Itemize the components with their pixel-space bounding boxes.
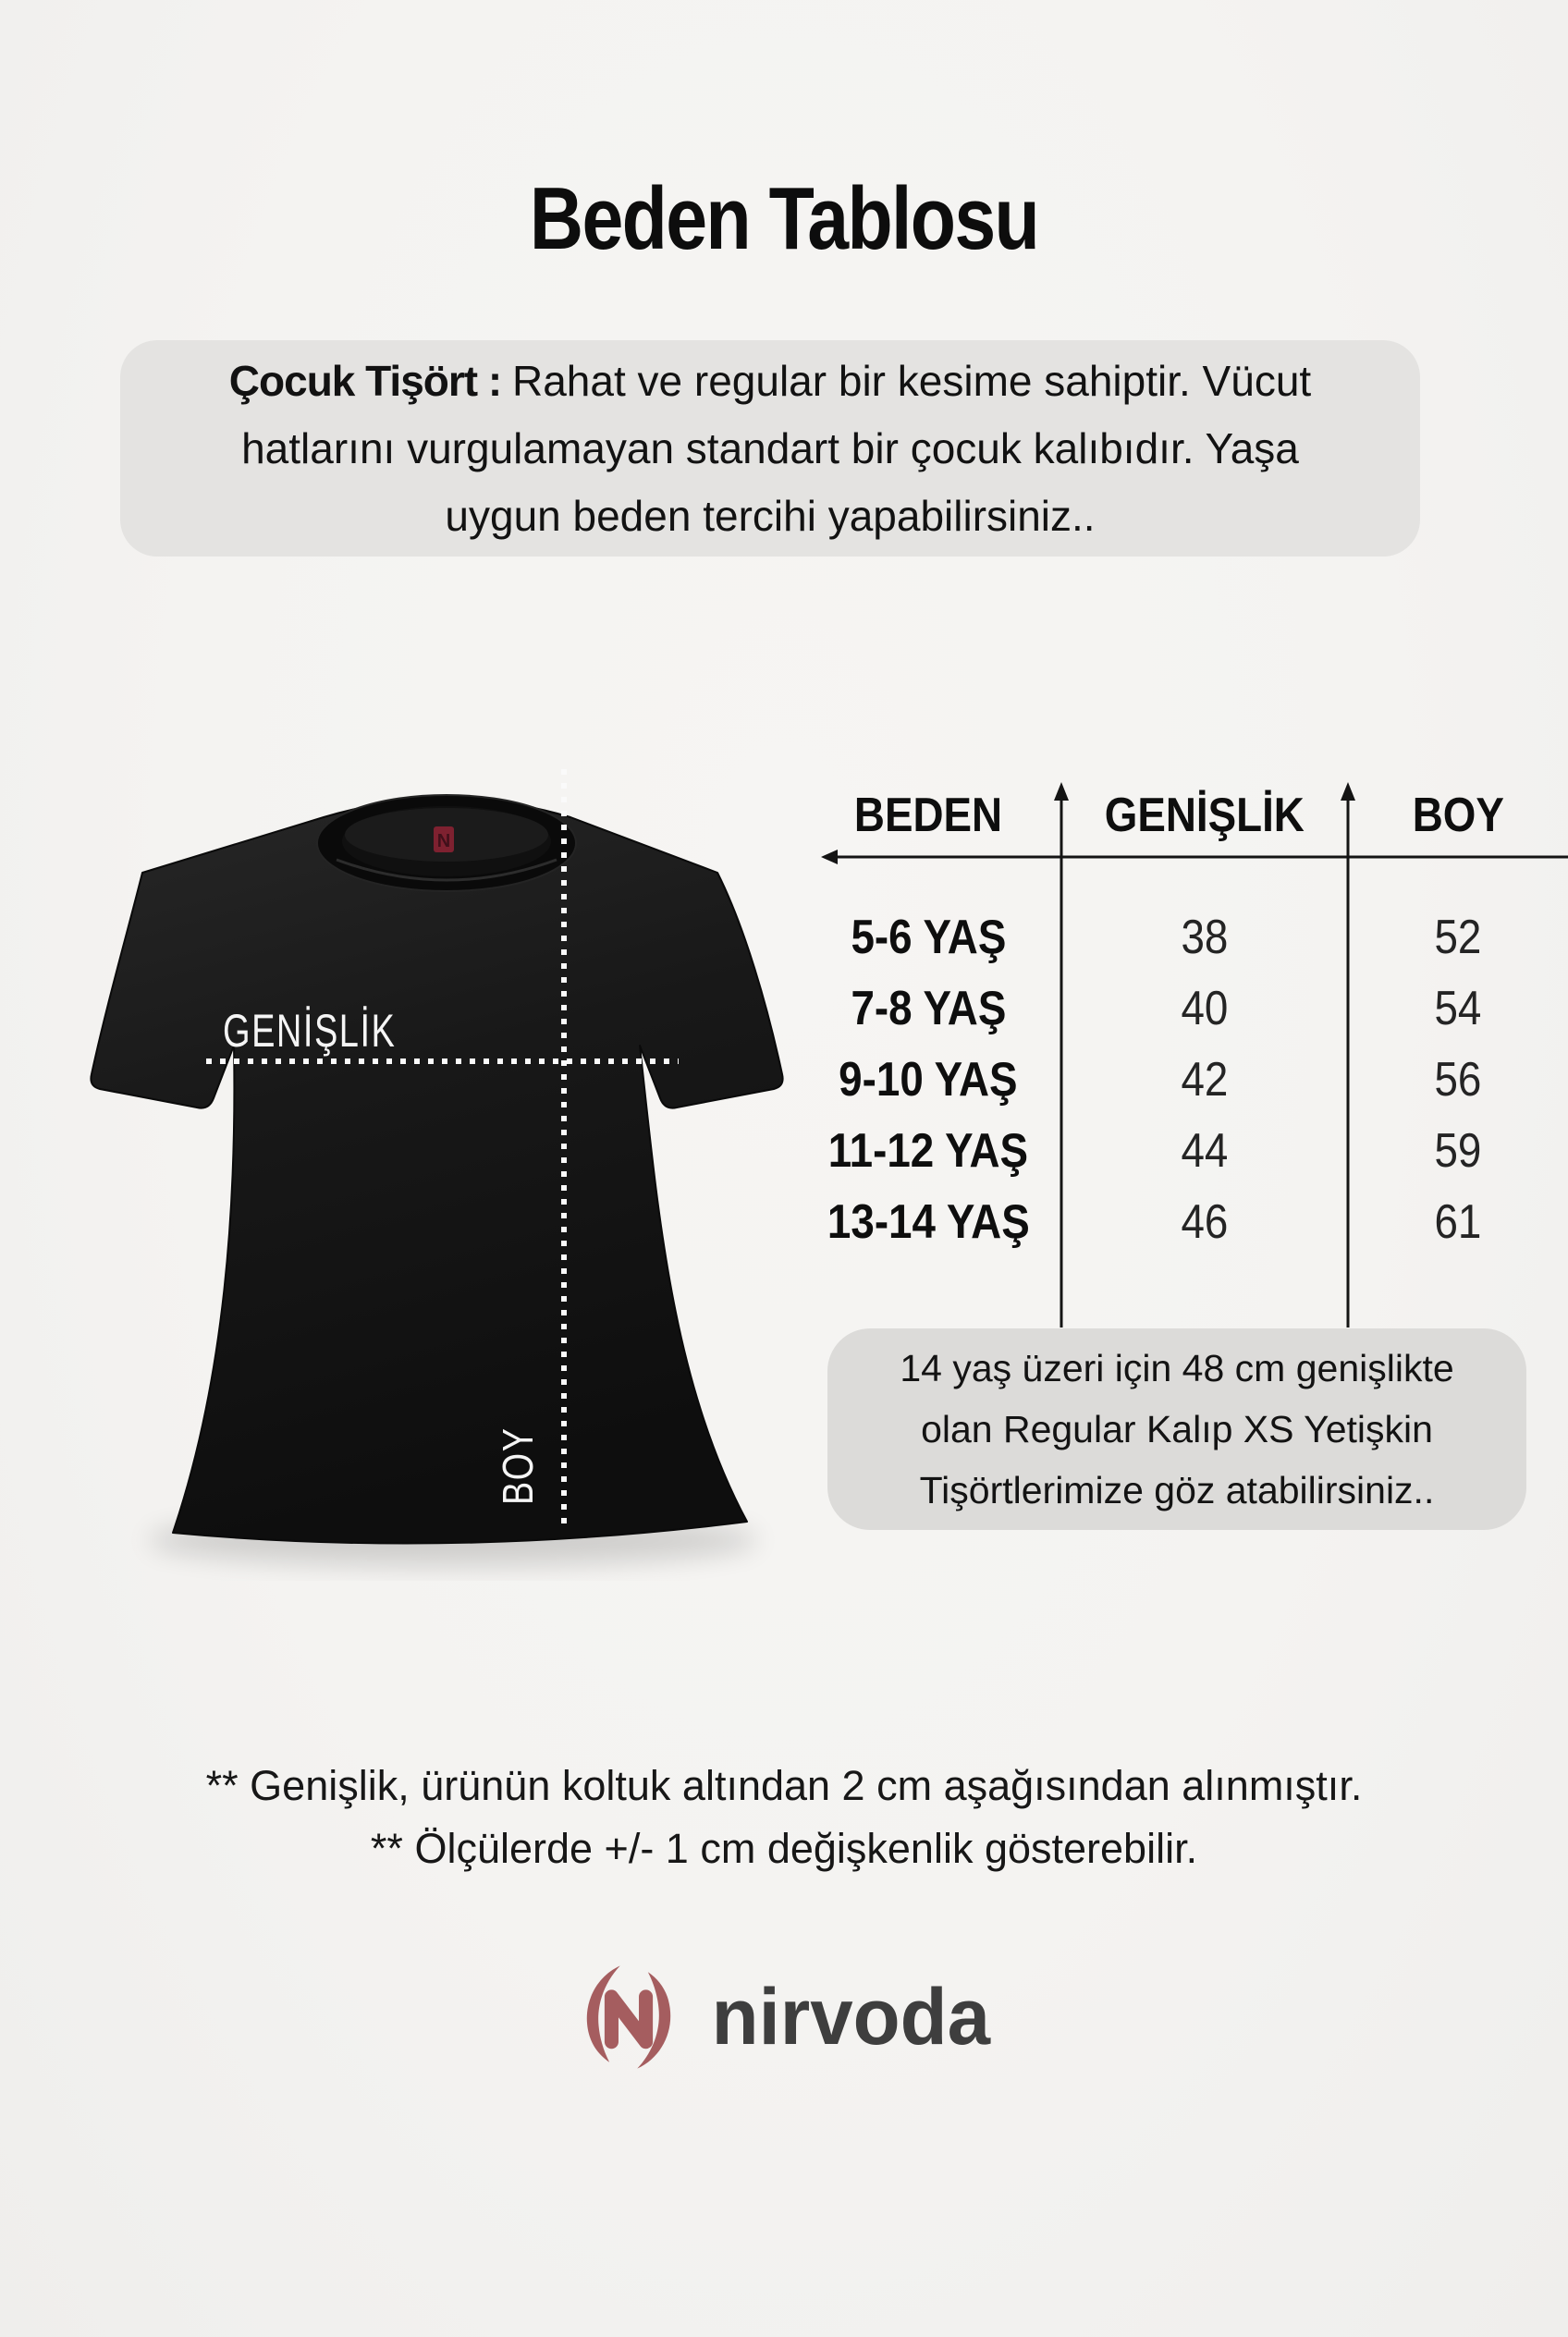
brand-logo [0,1964,1568,2071]
collar-brand-tag [434,826,454,852]
table-row [795,975,1568,1042]
tshirt-illustration [18,740,814,1581]
length-cell: 59 [1434,1124,1482,1178]
length-cell: 56 [1434,1053,1482,1107]
note-line-2: olan Regular Kalıp XS Yetişkin [921,1408,1433,1450]
description-line-1: Çocuk Tişört : Rahat ve regular bir kesime sahiptir. Vücut [228,356,1312,405]
product-description-box [120,340,1420,557]
description-heading: Çocuk Tişört : [228,356,512,405]
header-beden: BEDEN [853,789,1003,842]
age-cell: 13-14 YAŞ [827,1195,1030,1249]
table-row [795,1118,1568,1184]
adult-size-note-box [827,1328,1526,1530]
table-row [795,904,1568,971]
brand-name: nirvoda [711,1972,990,2062]
description-line-3: uygun beden tercihi yapabilirsiniz.. [445,491,1096,540]
page-title: Beden Tablosu [529,169,1039,268]
header-genislik: GENİŞLİK [1104,789,1305,842]
width-cell: 46 [1181,1195,1229,1249]
width-cell: 42 [1181,1053,1229,1107]
collar-tag-n-icon: N [436,831,451,851]
width-cell: 44 [1181,1124,1229,1178]
collar [317,795,576,891]
description-line-2: hatlarını vurgulamayan standart bir çocuk kalıbıdır. Yaşa [241,423,1299,472]
size-table [795,767,1568,1340]
tshirt-body [91,799,782,1544]
length-label: BOY [494,1426,542,1505]
table-row [795,1189,1568,1255]
note-line-3: Tişörtlerimize göz atabilirsiniz.. [919,1469,1435,1511]
width-label: GENİŞLİK [223,1006,397,1058]
header-boy: BOY [1412,789,1504,842]
footnote-width: ** Genişlik, ürünün koltuk altından 2 cm aşağısından alınmıştır. [205,1762,1363,1809]
width-cell: 38 [1181,911,1229,964]
age-cell: 11-12 YAŞ [827,1124,1029,1178]
brand-n-icon [574,1964,683,2071]
age-cell: 5-6 YAŞ [851,911,1006,964]
table-row [795,1046,1568,1113]
age-cell: 9-10 YAŞ [839,1053,1018,1107]
tshirt-diagram [18,740,814,1581]
table-header-row [795,788,1568,843]
length-cell: 54 [1434,982,1482,1035]
width-cell: 40 [1181,982,1229,1035]
footnote-tolerance: ** Ölçülerde +/- 1 cm değişkenlik gösterebilir. [370,1825,1198,1872]
footnotes [0,1755,1568,1880]
age-cell: 7-8 YAŞ [851,982,1006,1035]
length-cell: 52 [1434,911,1482,964]
note-line-1: 14 yaş üzeri için 48 cm genişlikte [900,1347,1454,1389]
length-cell: 61 [1434,1195,1482,1249]
